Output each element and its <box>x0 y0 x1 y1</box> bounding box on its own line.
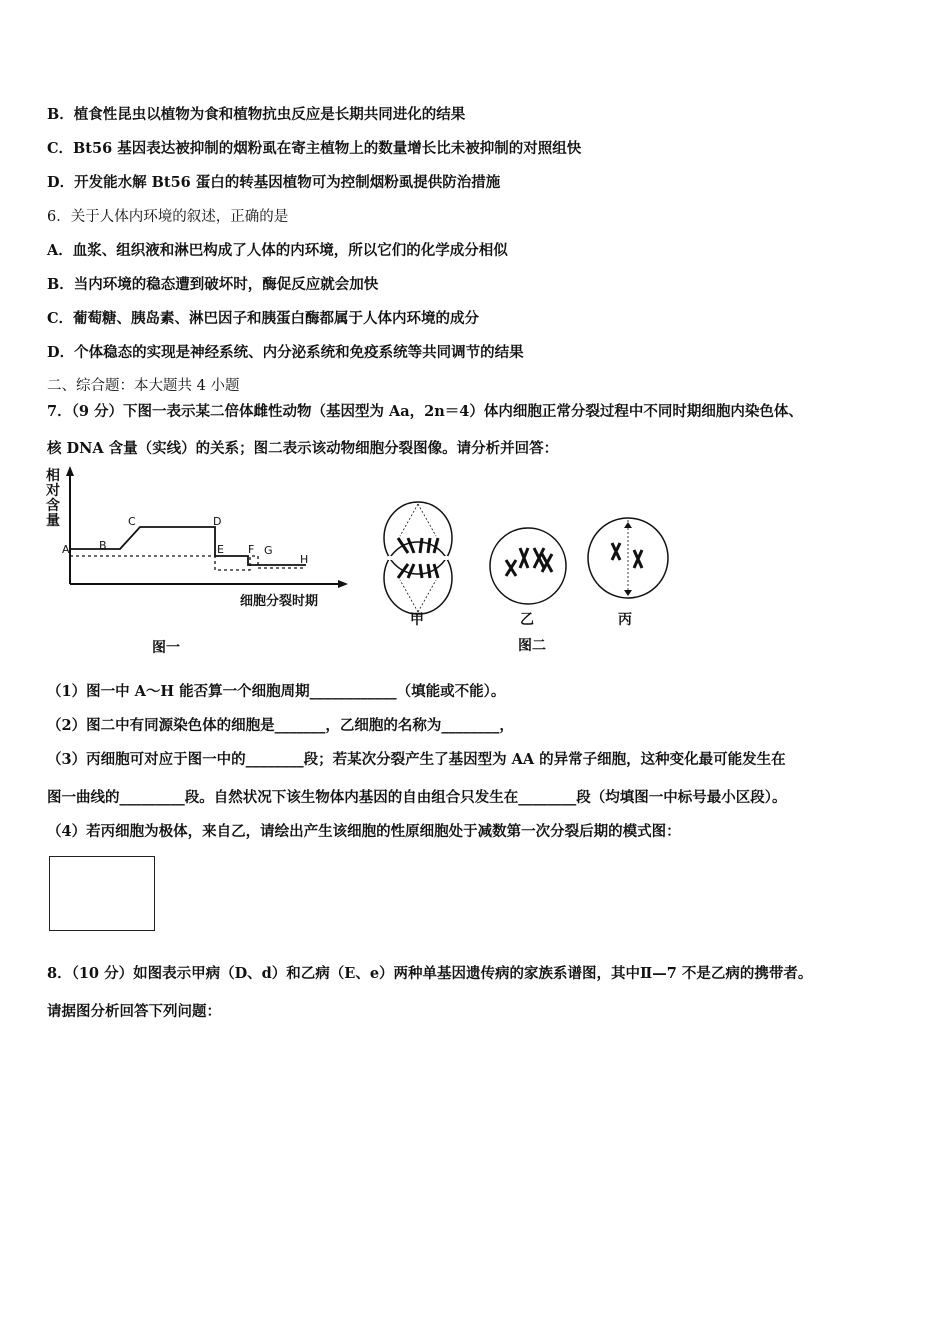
y-axis-arrow <box>66 466 74 476</box>
q7-sub4: （4）若丙细胞为极体，来自乙，请绘出产生该细胞的性原细胞处于减数第一次分裂后期的模式图： <box>47 823 681 840</box>
q7-sub3-line2: 图一曲线的_________段。自然状况下该生物体内基因的自由组合只发生在________段（均填图一中标号最小区段）。 <box>47 789 787 806</box>
q8-stem-line2: 请据图分析回答下列问题： <box>47 1003 221 1020</box>
q5-option-c: C．Bt56 基因表达被抑制的烟粉虱在寄主植物上的数量增长比未被抑制的对照组快 <box>47 140 582 157</box>
y-label-char: 相 <box>46 468 60 484</box>
q5-option-b: B．植食性昆虫以植物为食和植物抗虫反应是长期共同进化的结果 <box>47 106 466 123</box>
q7-sub1: （1）图一中 A～H 能否算一个细胞周期____________（填能或不能）。 <box>47 683 506 700</box>
point-label: D <box>213 515 222 528</box>
cell-label: 丙 <box>618 612 632 628</box>
figure1-graph <box>40 462 370 662</box>
figure2-cells <box>376 498 686 658</box>
cell-yi <box>490 528 566 604</box>
point-label: H <box>300 553 309 566</box>
point-label: A <box>62 543 70 556</box>
point-label: E <box>217 543 224 556</box>
cell-label: 乙 <box>520 612 534 628</box>
q8-stem-line1: 8．（10 分）如图表示甲病（D、d）和乙病（E、e）两种单基因遗传病的家族系谱图，其中Ⅱ—7 不是乙病的携带者。 <box>47 965 813 982</box>
q6-stem: 6．关于人体内环境的叙述，正确的是 <box>47 209 289 225</box>
answer-drawing-box[interactable] <box>49 856 155 931</box>
q6-option-d: D．个体稳态的实现是神经系统、内分泌系统和免疫系统等共同调节的结果 <box>47 344 524 361</box>
figure1-caption: 图一 <box>152 640 180 656</box>
q7-stem-line2: 核 DNA 含量（实线）的关系；图二表示该动物细胞分裂图像。请分析并回答： <box>47 440 559 457</box>
section-heading: 二、综合题：本大题共 4 小题 <box>47 378 240 394</box>
cell-bing <box>588 518 668 598</box>
point-label: F <box>248 543 255 556</box>
point-label: C <box>128 515 136 528</box>
cell-label: 甲 <box>410 612 424 628</box>
y-label-char: 含 <box>46 498 60 514</box>
cell-jia <box>384 502 452 614</box>
point-label: G <box>264 544 273 557</box>
q7-sub2: （2）图二中有同源染色体的细胞是_______，乙细胞的名称为________， <box>47 717 514 734</box>
point-label: B <box>99 539 107 552</box>
x-axis-label: 细胞分裂时期 <box>240 594 319 609</box>
y-axis-label <box>45 467 60 529</box>
q5-option-d: D．开发能水解 Bt56 蛋白的转基因植物可为控制烟粉虱提供防治措施 <box>47 174 501 191</box>
figure2-caption: 图二 <box>518 638 546 654</box>
q7-sub3-line1: （3）丙细胞可对应于图一中的________段；若某次分裂产生了基因型为 AA 的异常子细胞，这种变化最可能发生在 <box>47 751 786 768</box>
q7-stem-line1: 7．（9 分）下图一表示某二倍体雌性动物（基因型为 Aa，2n＝4）体内细胞正常分裂过程中不同时期细胞内染色体、 <box>47 403 803 420</box>
y-label-char: 量 <box>46 513 60 529</box>
q6-option-c: C．葡萄糖、胰岛素、淋巴因子和胰蛋白酶都属于人体内环境的成分 <box>47 310 480 327</box>
q6-option-b: B．当内环境的稳态遭到破坏时，酶促反应就会加快 <box>47 276 379 293</box>
q6-option-a: A．血浆、组织液和淋巴构成了人体的内环境，所以它们的化学成分相似 <box>47 242 508 259</box>
y-label-char: 对 <box>46 483 60 499</box>
chromosome-dashed-line <box>70 556 306 570</box>
x-axis-arrow <box>338 580 348 588</box>
